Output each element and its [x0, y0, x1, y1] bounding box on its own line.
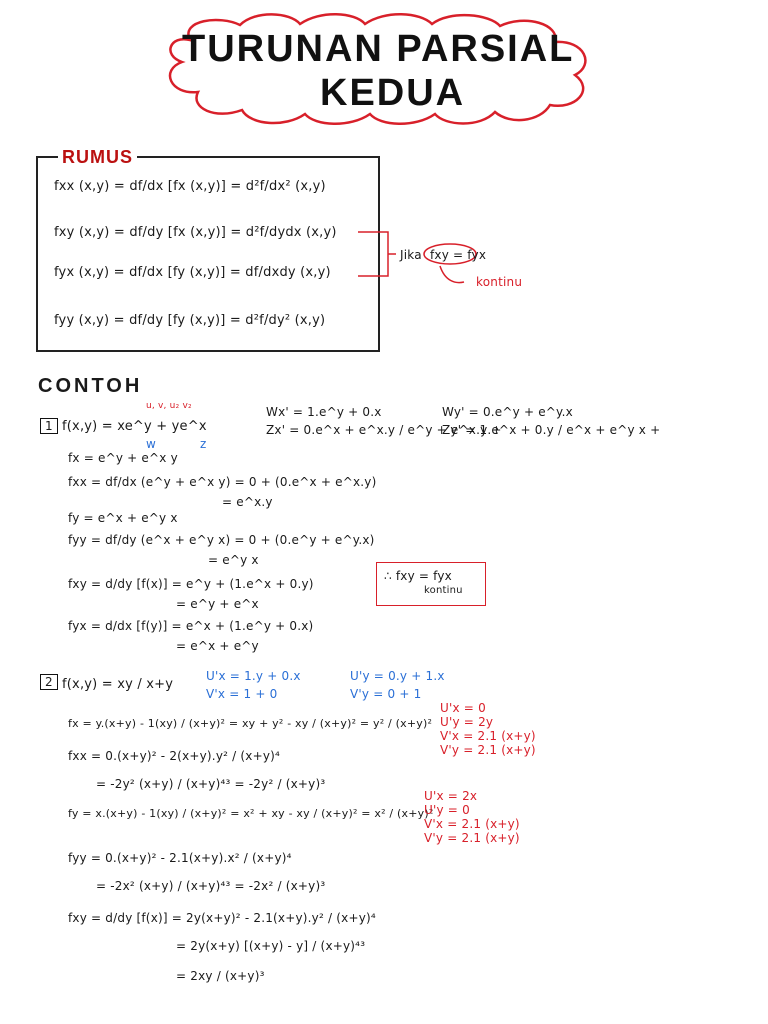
- formula-fxy: fxy (x,y) = df/dy [fx (x,y)] = d²f/dydx (x,y): [54, 225, 337, 240]
- ex2-fy: fy = x.(x+y) - 1(xy) / (x+y)² = x² + xy - xy / (x+y)² = x² / (x+y)²: [68, 807, 434, 820]
- ex1-wx: Wx' = 1.e^y + 0.x: [266, 405, 382, 419]
- ex2-ux: U'x = 1.y + 0.x: [206, 669, 301, 683]
- ex2-function: f(x,y) = xy / x+y: [62, 677, 174, 692]
- example-2-number: 2: [40, 674, 58, 690]
- ex1-fxy-result: = e^y + e^x: [176, 597, 259, 611]
- ex2-fxx-result: = -2y² (x+y) / (x+y)⁴³ = -2y² / (x+y)³: [96, 777, 326, 791]
- ex1-fy: fy = e^x + e^y x: [68, 511, 178, 525]
- ex1-fyx-result: = e^x + e^y: [176, 639, 259, 653]
- formula-fyx: fyx (x,y) = df/dx [fy (x,y)] = df/dxdy (x,y): [54, 265, 331, 280]
- ex2-side1-2: V'x = 2.1 (x+y): [440, 729, 536, 743]
- ex2-side2-3: V'y = 2.1 (x+y): [424, 831, 520, 845]
- ex2-fxy-result-1: = 2y(x+y) [(x+y) - y] / (x+y)⁴³: [176, 939, 366, 953]
- ex1-zx: Zx' = 0.e^x + e^x.y / e^y + e^x.y +: [266, 423, 502, 437]
- ex2-vy: V'y = 0 + 1: [350, 687, 422, 701]
- ex2-fyy: fyy = 0.(x+y)² - 2.1(x+y).x² / (x+y)⁴: [68, 851, 292, 865]
- ex1-fxy: fxy = d/dy [f(x)] = e^y + (1.e^x + 0.y): [68, 577, 314, 591]
- kontinu-note: kontinu: [476, 275, 523, 289]
- formula-fyy: fyy (x,y) = df/dy [fy (x,y)] = d²f/dy² (x,y): [54, 313, 326, 328]
- ex1-wy: Wy' = 0.e^y + e^y.x: [442, 405, 573, 419]
- ex1-function: f(x,y) = xe^y + ye^x: [62, 419, 207, 434]
- ex2-fxy-result-2: = 2xy / (x+y)³: [176, 969, 265, 983]
- ex2-fxy: fxy = d/dy [f(x)] = 2y(x+y)² - 2.1(x+y).y² / (x+y)⁴: [68, 911, 376, 925]
- ex2-side2-0: U'x = 2x: [424, 789, 478, 803]
- ex2-uy: U'y = 0.y + 1.x: [350, 669, 445, 683]
- ex1-zy: Zy' = 1.e^x + 0.y / e^x + e^y x +: [442, 423, 661, 437]
- formula-fxx: fxx (x,y) = df/dx [fx (x,y)] = d²f/dx² (x,y): [54, 179, 326, 194]
- ex2-side1-1: U'y = 2y: [440, 715, 494, 729]
- ex1-fyy: fyy = df/dy (e^x + e^y x) = 0 + (0.e^y + e^y.x): [68, 533, 375, 547]
- rumus-heading: RUMUS: [58, 148, 137, 166]
- condition-text: fxy = fyx: [430, 248, 487, 262]
- ex1-fxx: fxx = df/dx (e^y + e^x y) = 0 + (0.e^x + e^x.y): [68, 475, 377, 489]
- ex1-uv-labels: u, v, u₂ v₂: [146, 401, 192, 411]
- page-title-line2: KEDUA: [320, 72, 466, 114]
- ex2-side2-2: V'x = 2.1 (x+y): [424, 817, 520, 831]
- ex1-fxx-result: = e^x.y: [222, 495, 273, 509]
- ex2-side2-1: U'y = 0: [424, 803, 470, 817]
- page-title-line1: TURUNAN PARSIAL: [182, 28, 575, 70]
- ex1-w-label: w: [146, 437, 157, 451]
- ex2-fx: fx = y.(x+y) - 1(xy) / (x+y)² = xy + y² - xy / (x+y)² = y² / (x+y)²: [68, 717, 433, 730]
- ex1-fyx: fyx = d/dx [f(y)] = e^x + (1.e^y + 0.x): [68, 619, 314, 633]
- ex2-side1-0: U'x = 0: [440, 701, 486, 715]
- ex1-conclusion: ∴ fxy = fyx: [384, 569, 452, 583]
- ex1-z-label: z: [200, 437, 207, 451]
- ex2-fxx: fxx = 0.(x+y)² - 2(x+y).y² / (x+y)⁴: [68, 749, 281, 763]
- ex1-fyy-result: = e^y x: [208, 553, 259, 567]
- example-1-number: 1: [40, 418, 58, 434]
- contoh-heading: CONTOH: [38, 375, 143, 397]
- ex1-fx: fx = e^y + e^x y: [68, 451, 178, 465]
- ex2-vx: V'x = 1 + 0: [206, 687, 278, 701]
- ex2-fyy-result: = -2x² (x+y) / (x+y)⁴³ = -2x² / (x+y)³: [96, 879, 326, 893]
- ex1-kontinu: kontinu: [424, 585, 463, 596]
- jika-label: Jika: [400, 248, 422, 262]
- ex2-side1-3: V'y = 2.1 (x+y): [440, 743, 536, 757]
